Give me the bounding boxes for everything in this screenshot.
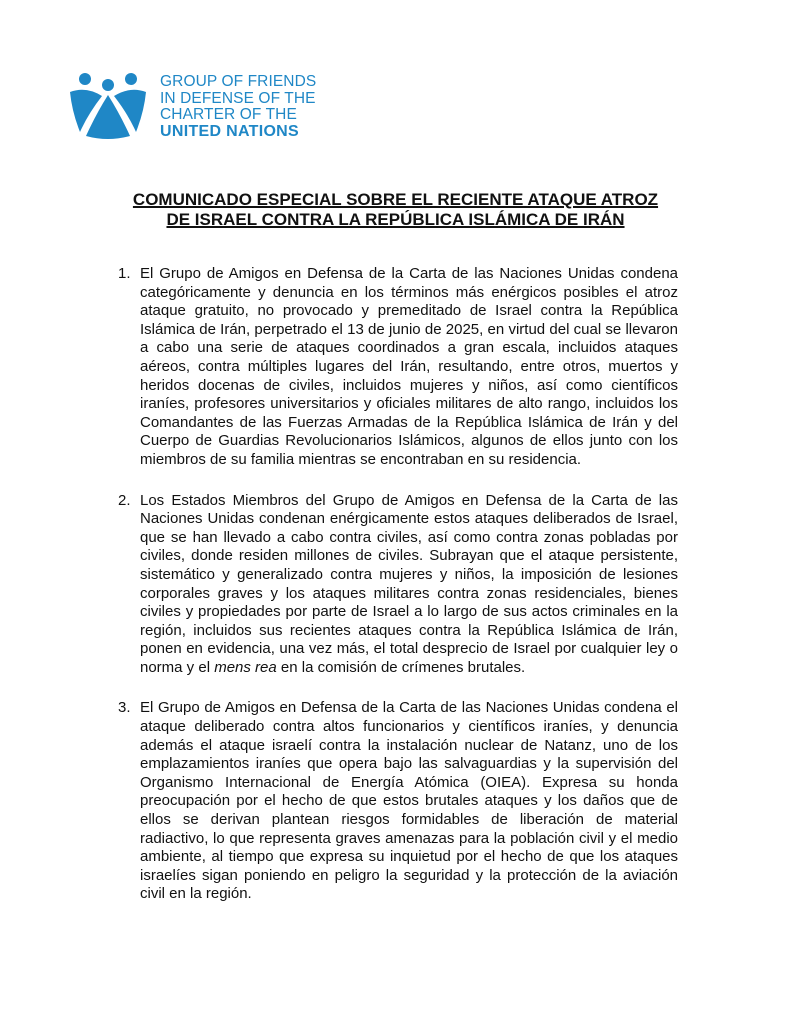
document-title [100, 190, 691, 230]
logo-line-2: IN DEFENSE OF THE [160, 89, 316, 107]
title-line-1: COMUNICADO ESPECIAL SOBRE EL RECIENTE ATAQUE ATROZ [132, 190, 659, 209]
italic-term: mens rea [214, 658, 277, 676]
paragraph-2 [118, 492, 678, 678]
logo-line-1: GROUP OF FRIENDS [160, 73, 317, 90]
logo-text [160, 74, 316, 140]
paragraph-text-part: Los Estados Miembros del Grupo de Amigos en Defensa de la Carta de las Naciones Unidas condenan enérgicamente estos ataques deliberados de Israel, que se han llevado a cabo contra civiles, así como contra zonas pobladas por civiles, donde residen millones de civiles. Subrayan que el ataque persistente, sistemático y generalizado contra mujeres y niños, la imposición de lesiones corporales graves y los ataques militares contra zonas residenciales, bienes civiles y propiedades por parte de Israel a lo largo de sus actos criminales en la región, incluidos sus recientes ataques contra la República Islámica de Irán, ponen en evidencia, una vez más, el total desprecio de Israel por cualquier ley o norma y el [140, 491, 678, 676]
group-of-friends-logo-icon [68, 70, 148, 140]
numbered-paragraphs [118, 265, 678, 926]
logo-line-3: CHARTER OF THE [160, 106, 297, 123]
paragraph-1 [118, 265, 678, 470]
paragraph-text [140, 492, 678, 678]
paragraph-text-part: en la comisión de crímenes brutales. [276, 658, 526, 676]
logo-line-bold: UNITED NATIONS [160, 122, 300, 140]
title-line-2: DE ISRAEL CONTRA LA REPÚBLICA ISLÁMICA DE IRÁN [166, 210, 625, 229]
paragraph-number: 1. [118, 265, 131, 282]
paragraph-text: El Grupo de Amigos en Defensa de la Carta de las Naciones Unidas condena categóricamente y denuncia en los términos más enérgicos posibles el atroz ataque gratuito, no provocado y premeditado de Israel contra la República Islámica de Irán, perpetrado el 13 de junio de 2025, en virtud del cual se llevaron a cabo una serie de ataques coordinados a gran escala, incluidos ataques aéreos, contra múltiples lugares del Irán, resultando, entre otros, muertos y heridos docenas de civiles, incluidos mujeres y niños, así como científicos iraníes, profesores universitarios y oficiales militares de alto rango, incluidos los Comandantes de las Fuerzas Armadas de la República Islámica de Irán y del Cuerpo de Guardias Revolucionarios Islámicos, algunos de ellos junto con los miembros de su familia mientras se encontraban en su residencia. [140, 265, 678, 468]
organization-logo [68, 70, 316, 140]
paragraph-text: El Grupo de Amigos en Defensa de la Carta de las Naciones Unidas condena el ataque deliberado contra altos funcionarios y científicos iraníes, y denuncia además el ataque israelí contra la instalación nuclear de Natanz, uno de los emplazamientos iraníes que opera bajo las salvaguardias y la supervisión del Organismo Internacional de Energía Atómica (OIEA). Expresa su honda preocupación por el hecho de que estos brutales ataques y los daños que de ellos se derivan plantean riesgos formidables de liberación de material radiactivo, lo que representa graves amenazas para la población civil y el medio ambiente, al tiempo que expresa su inquietud por el hecho de que los ataques israelíes sigan poniendo en peligro la seguridad y la protección de la aviación civil en la región. [140, 699, 678, 903]
paragraph-3 [118, 699, 678, 904]
paragraph-number: 2. [118, 491, 131, 509]
paragraph-number: 3. [118, 699, 131, 717]
